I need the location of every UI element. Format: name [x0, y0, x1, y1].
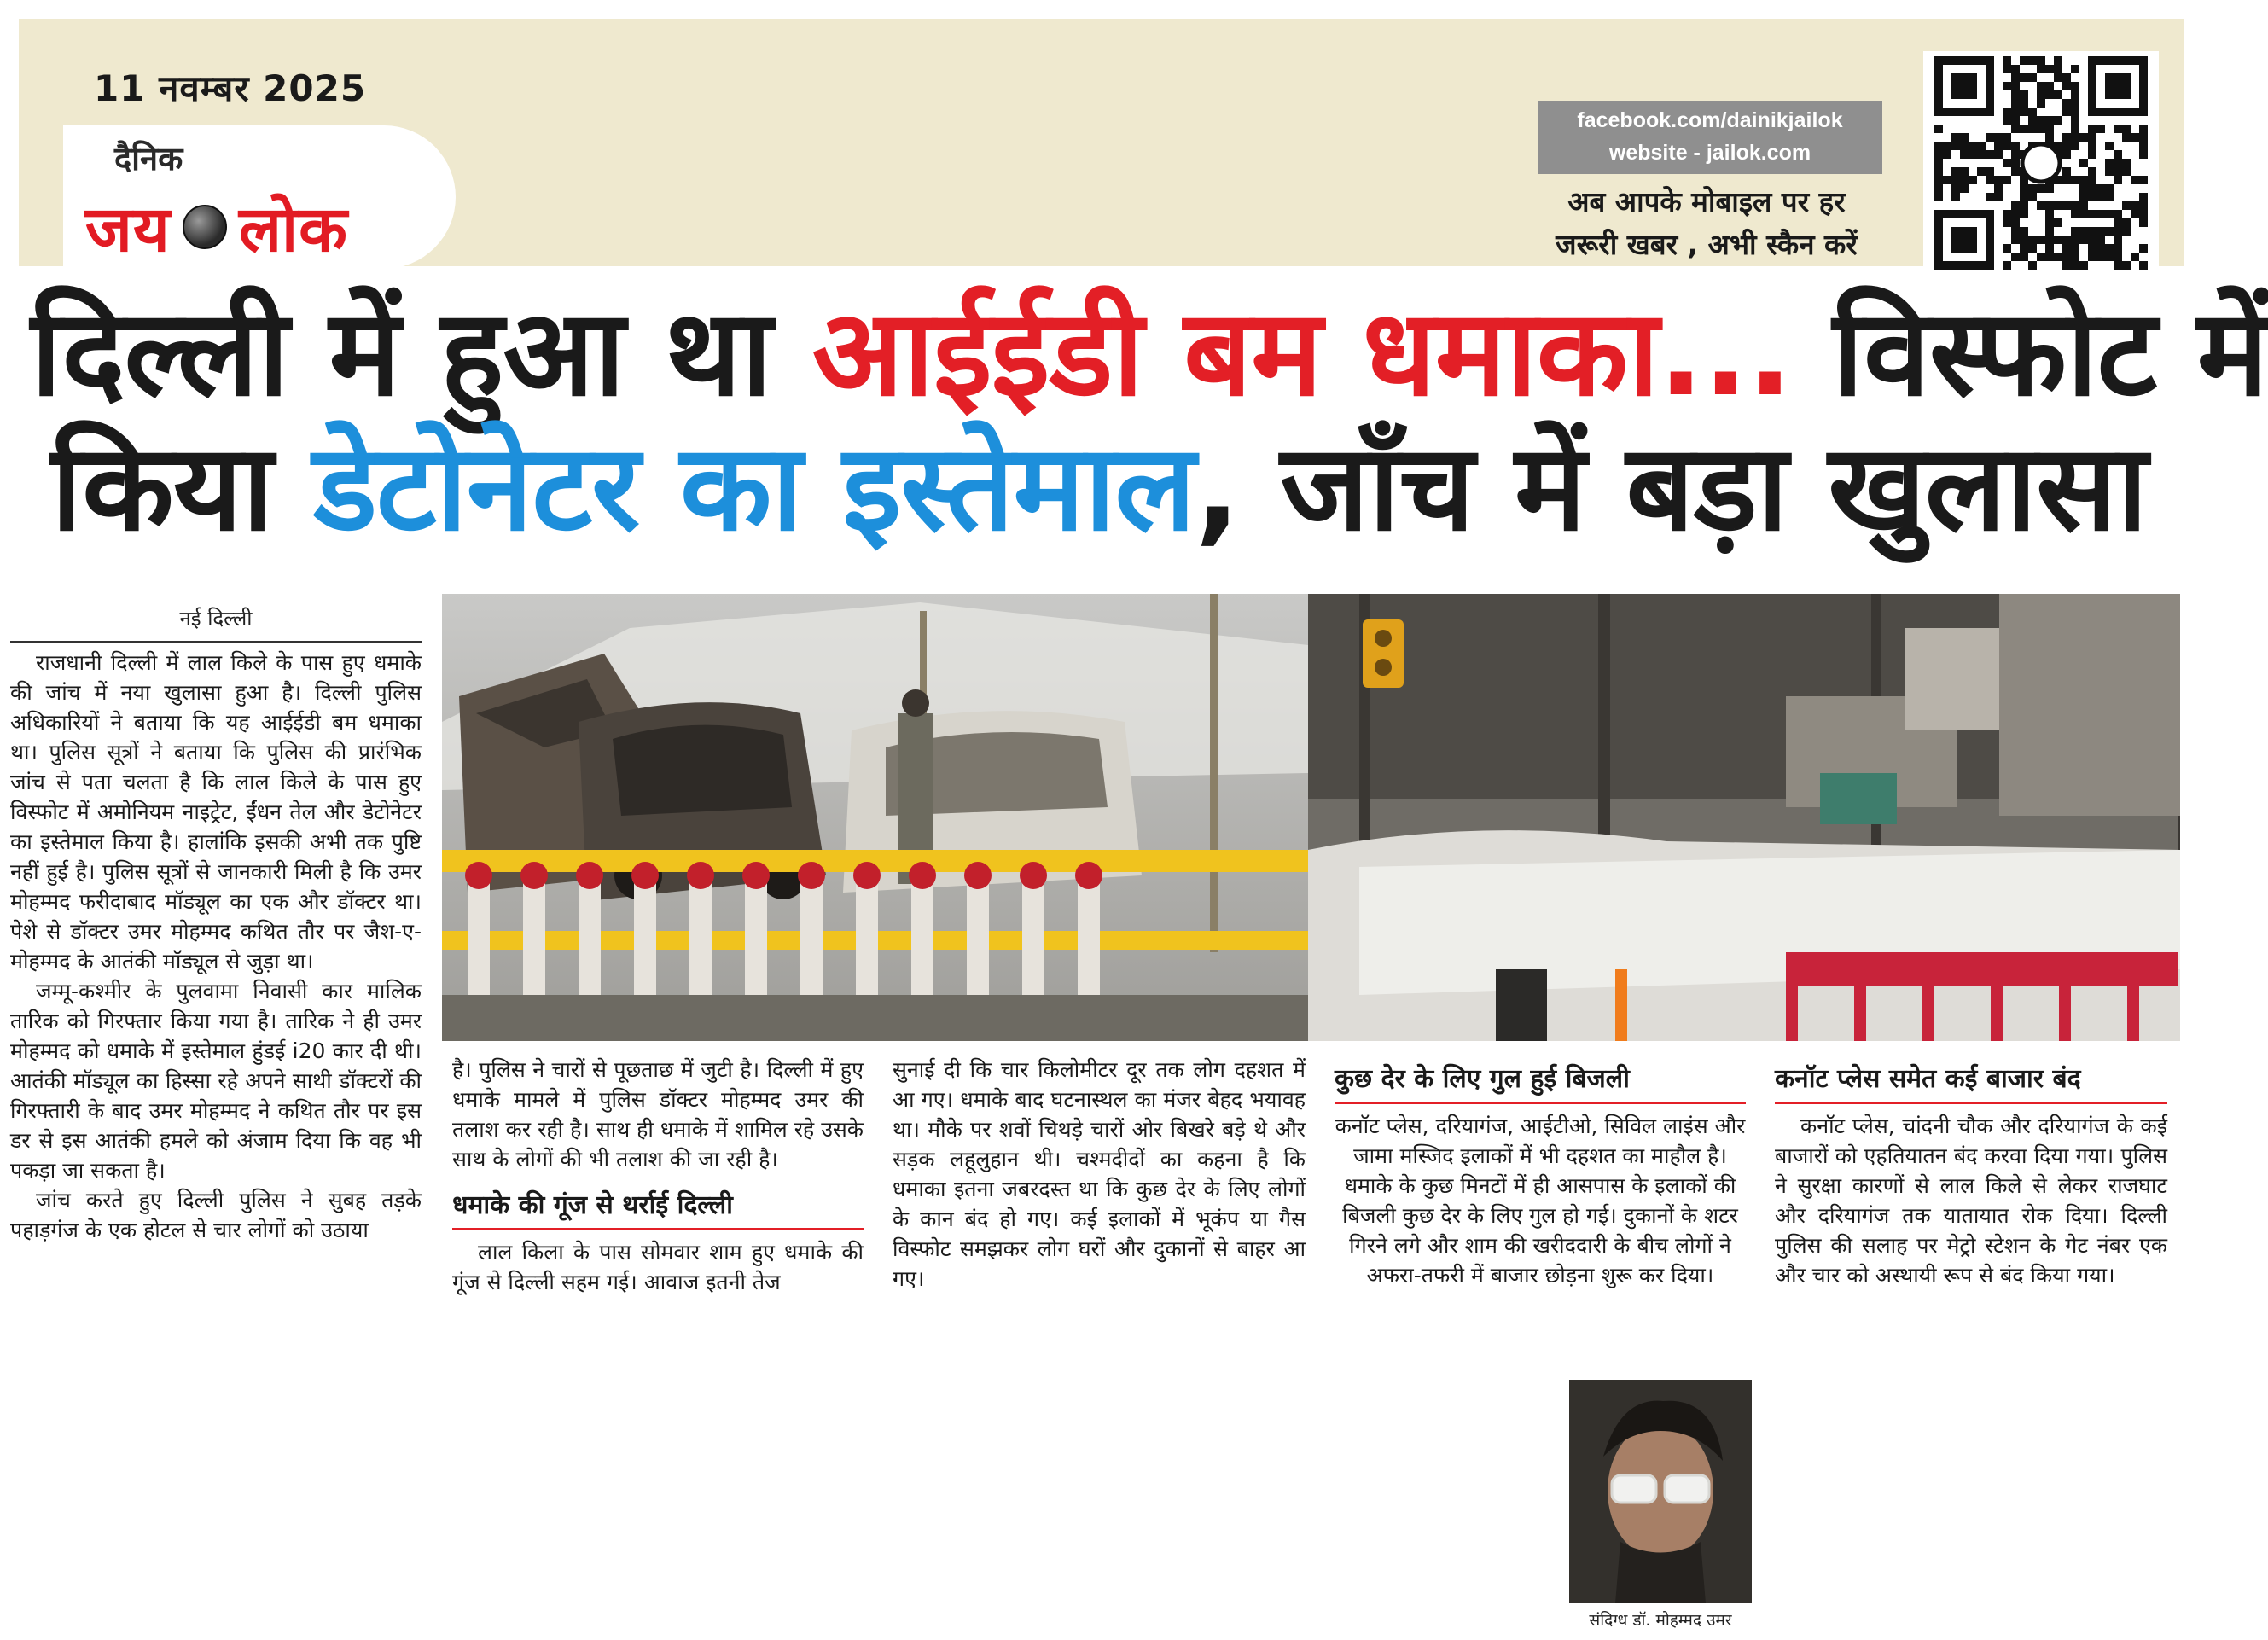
article-paragraph: सुनाई दी कि चार किलोमीटर दूर तक लोग दहशत में आ गए। धमाके बाद घटनास्थल का मंजर बेहद भयावह था। मौके पर शवों चिथड़े चारों ओर बिखरे बड़े थे और सड़क लहूलुहान थी। चश्मदीदों का कहना है कि धमाका इतना जबरदस्त था कि कुछ देर के लिए लोगों के कान बंद हो गए। कई इलाकों में भूकंप या गैस विस्फोट समझकर लोग घरों और दुकानों से बाहर आ गए। — [893, 1057, 1306, 1291]
article-paragraph: कनॉट प्लेस, दरियागंज, आईटीओ, सिविल लाइंस और जामा मस्जिद इलाकों में भी दहशत का माहौल है। धमाके के कुछ मिनटों में ही आसपास के इलाकों की बिजली कुछ देर के लिए गुल हो गई। दुकानों के शटर गिरने लगे और शाम की खरीददारी के बीच लोगों ने अफरा-तफरी में बाजार छोड़ना शुरू कर दिया। — [1335, 1114, 1746, 1288]
article-paragraph: जांच करते हुए दिल्ली पुलिस ने सुबह तड़के पहाड़गंज के एक होटल से चार लोगों को उठाया — [10, 1188, 422, 1242]
mobile-promo — [1527, 181, 1886, 266]
article-column-1 — [10, 601, 422, 1245]
headline-line1 — [31, 284, 2268, 423]
social-links-box — [1538, 101, 1882, 174]
article-paragraph: राजधानी दिल्ली में लाल किले के पास हुए धमाके की जांच में नया खुलासा हुआ है। दिल्ली पुलिस अधिकारियों ने बताया कि यह आईईडी बम धमाका था। पुलिस सूत्रों ने बताया कि पुलिस की प्रारंभिक जांच से पता चलता है कि लाल किले के पास हुए विस्फोट में अमोनियम नाइट्रेट, ईंधन तेल और डेटोनेटर का इस्तेमाल किया है। हालांकि इसकी अभी तक पुष्टि नहीं हुई है। पुलिस सूत्रों से जानकारी मिली है कि उमर मोहम्मद फरीदाबाद मॉड्यूल का एक और डॉक्टर था। पेशे से डॉक्टर उमर मोहम्मद कथित तौर पर जैश-ए-मोहम्मद के आतंकी मॉड्यूल से जुड़ा था। — [10, 650, 422, 974]
masthead — [19, 19, 2184, 266]
article-column-5 — [1775, 1055, 2167, 1290]
logo-right-word: लोक — [238, 193, 348, 266]
headline-part: , जाँच में बड़ा खुलासा — [1195, 419, 2147, 558]
section-subhead: कुछ देर के लिए गुल हुई बिजली — [1335, 1055, 1746, 1104]
suspect-photo — [1567, 1377, 1754, 1640]
market-site-photo — [1308, 594, 2180, 1041]
article-paragraph: कनॉट प्लेस, चांदनी चौक और दरियागंज के कई बाजारों को एहतियातन बंद करवा दिया गया। पुलिस ने सुरक्षा कारणों से लाल किले से लेकर राजघाट और दरियागंज तक यातायात रोक दिया। दिल्ली पुलिस की सलाह पर मेट्रो स्टेशन के गेट नंबर एक और चार को अस्थायी रूप से बंद किया गया। — [1775, 1114, 2167, 1288]
mobile-promo-line2: जरूरी खबर , अभी स्कैन करें — [1556, 228, 1858, 261]
divider — [10, 641, 422, 643]
mobile-promo-line1: अब आपके मोबाइल पर हर — [1567, 185, 1846, 218]
headline-highlight-blue: डेटोनेटर का इस्तेमाल — [312, 419, 1195, 558]
section-subhead: धमाके की गूंज से थर्राई दिल्ली — [452, 1181, 864, 1230]
headline-part: विस्फोट में — [1792, 284, 2268, 423]
headline-line2 — [51, 419, 2147, 558]
article-paragraph: है। पुलिस ने चारों से पूछताछ में जुटी है। दिल्ली में हुए धमाके मामले में पुलिस डॉक्टर मोहम्मद उमर की तलाश कर रही है। साथ ही धमाके में शामिल रहे उसके साथ के लोगों की भी तलाश की जा रही है। — [452, 1057, 864, 1172]
article-paragraph: लाल किला के पास सोमवार शाम हुए धमाके की गूंज से दिल्ली सहम गई। आवाज इतनी तेज — [452, 1240, 864, 1294]
headline-highlight-red: आईईडी बम धमाका... — [811, 284, 1793, 423]
globe-icon — [183, 205, 227, 249]
suspect-photo-caption: संदिग्ध डॉ. मोहम्मद उमर — [1569, 1603, 1752, 1637]
qr-code-icon[interactable] — [1923, 51, 2159, 275]
headline-part: दिल्ली में हुआ था — [31, 284, 812, 423]
headline-part: किया — [51, 419, 313, 558]
article-column-4 — [1335, 1055, 1746, 1290]
article-paragraph: जम्मू-कश्मीर के पुलवामा निवासी कार मालिक तारिक को गिरफ्तार किया गया है। तारिक ने ही उमर मोहम्मद को धमाके में इस्तेमाल हुंडई i20 कार दी थी। आतंकी मॉड्यूल का हिस्सा रहे अपने साथी डॉक्टरों की गिरफ्तारी के बाद उमर मोहम्मद ने कथित तौर पर इस डर से इस आतंकी हमले को अंजाम दिया कि वह भी पकड़ा जा सकता है। — [10, 979, 422, 1183]
logo-main-text — [85, 183, 348, 270]
article-column-3 — [893, 1055, 1306, 1294]
logo-small-text: दैनिक — [114, 140, 183, 177]
dateline: नई दिल्ली — [179, 607, 253, 631]
article-column-2 — [452, 1055, 864, 1297]
edition-date: 11 नवम्बर 2025 — [94, 67, 367, 109]
facebook-link[interactable]: facebook.com/dainikjailok — [1577, 108, 1843, 132]
website-link[interactable]: website - jailok.com — [1608, 141, 1811, 165]
newspaper-logo[interactable] — [63, 125, 456, 269]
logo-left-word: जय — [85, 193, 171, 266]
section-subhead: कनॉट प्लेस समेत कई बाजार बंद — [1775, 1055, 2167, 1104]
